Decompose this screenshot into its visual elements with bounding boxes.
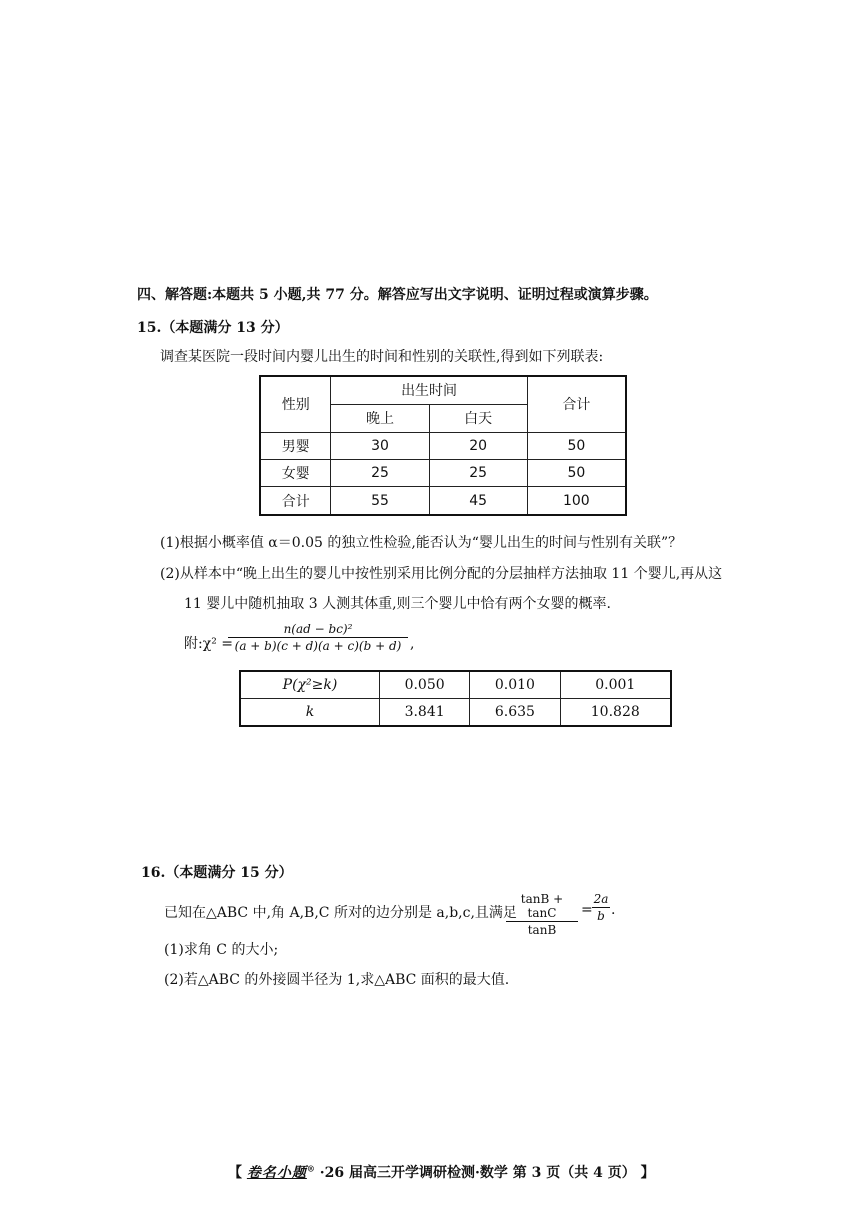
k-value: 6.635 <box>470 699 560 727</box>
question-15-part-1: (1)根据小概率值 α＝0.05 的独立性检验,能否认为“婴儿出生的时间与性别有关联”？ <box>160 535 683 551</box>
header-total: 合计 <box>527 376 626 432</box>
k-value: 3.841 <box>380 699 470 727</box>
formula-denominator: (a + b)(c + d)(a + c)(b + d) <box>234 639 402 653</box>
rhs-numerator: 2a <box>593 892 609 906</box>
table-row <box>260 487 626 515</box>
k-label: k <box>240 699 380 727</box>
section-title: 四、解答题:本题共 5 小题,共 77 分。解答应写出文字说明、证明过程或演算步骤。 <box>137 287 658 303</box>
fraction-bar <box>228 637 408 638</box>
header-gender: 性别 <box>260 376 331 432</box>
row-label: 女婴 <box>260 459 331 486</box>
lhs-fraction <box>506 892 578 937</box>
question-15-part-2-line-1: (2)从样本中“晚上出生的婴儿中按性别采用比例分配的分层抽样方法抽取 11 个婴儿,再从这 <box>160 566 723 582</box>
footer-brand: 卷名小题 <box>246 1165 307 1181</box>
question-15-heading: 15.（本题满分 13 分） <box>137 320 289 336</box>
cell-total: 50 <box>527 459 626 486</box>
header-birth-time: 出生时间 <box>331 376 527 404</box>
critical-value-table <box>239 670 672 727</box>
fraction-bar <box>506 921 578 922</box>
question-16-intro: 已知在△ABC 中,角 A,B,C 所对的边分别是 a,b,c,且满足 <box>164 905 517 921</box>
question-16-part-2: (2)若△ABC 的外接圆半径为 1,求△ABC 面积的最大值. <box>164 972 510 988</box>
appendix-label: 附:χ² = <box>184 636 233 652</box>
question-15-intro: 调查某医院一段时间内婴儿出生的时间和性别的关联性,得到如下列联表: <box>160 349 604 365</box>
cell-night: 55 <box>331 487 429 515</box>
p-label: P(χ²≥k) <box>240 671 380 699</box>
formula-numerator: n(ad − bc)² <box>283 622 353 636</box>
cell-day: 20 <box>429 432 527 459</box>
formula-tail: , <box>410 636 415 652</box>
footer-close-bracket: 】 <box>640 1165 655 1181</box>
cell-total: 50 <box>527 432 626 459</box>
cell-night: 30 <box>331 432 429 459</box>
lhs-denominator: tanB <box>527 923 557 937</box>
page-footer <box>228 1162 655 1182</box>
table-row <box>260 432 626 459</box>
table-row <box>240 699 671 727</box>
header-day: 白天 <box>429 404 527 432</box>
p-value: 0.001 <box>560 671 671 699</box>
p-value: 0.010 <box>470 671 560 699</box>
rhs-denominator: b <box>597 909 605 923</box>
question-16-part-1: (1)求角 C 的大小; <box>164 942 279 958</box>
table-row <box>240 671 671 699</box>
row-label: 男婴 <box>260 432 331 459</box>
lhs-numerator: tanB + tanC <box>520 892 564 920</box>
contingency-table <box>259 375 627 516</box>
question-16-heading: 16.（本题满分 15 分） <box>141 865 293 881</box>
question-15-part-2-line-2: 11 婴儿中随机抽取 3 人测其体重,则三个婴儿中恰有两个女婴的概率. <box>184 596 611 612</box>
cell-day: 25 <box>429 459 527 486</box>
p-value: 0.050 <box>380 671 470 699</box>
footer-open-bracket: 【 <box>228 1165 242 1181</box>
cell-day: 45 <box>429 487 527 515</box>
intro-tail: . <box>611 902 616 918</box>
fraction-bar <box>592 907 610 908</box>
equals-sign: = <box>581 902 593 918</box>
k-value: 10.828 <box>560 699 671 727</box>
rhs-fraction <box>592 892 610 923</box>
cell-night: 25 <box>331 459 429 486</box>
table-row <box>260 459 626 486</box>
footer-registered-mark: ® <box>306 1163 315 1174</box>
footer-text: ·26 届高三开学调研检测·数学 第 3 页（共 4 页） <box>319 1165 636 1181</box>
chi-square-formula <box>228 622 408 653</box>
header-night: 晚上 <box>331 404 429 432</box>
cell-total: 100 <box>527 487 626 515</box>
row-label: 合计 <box>260 487 331 515</box>
